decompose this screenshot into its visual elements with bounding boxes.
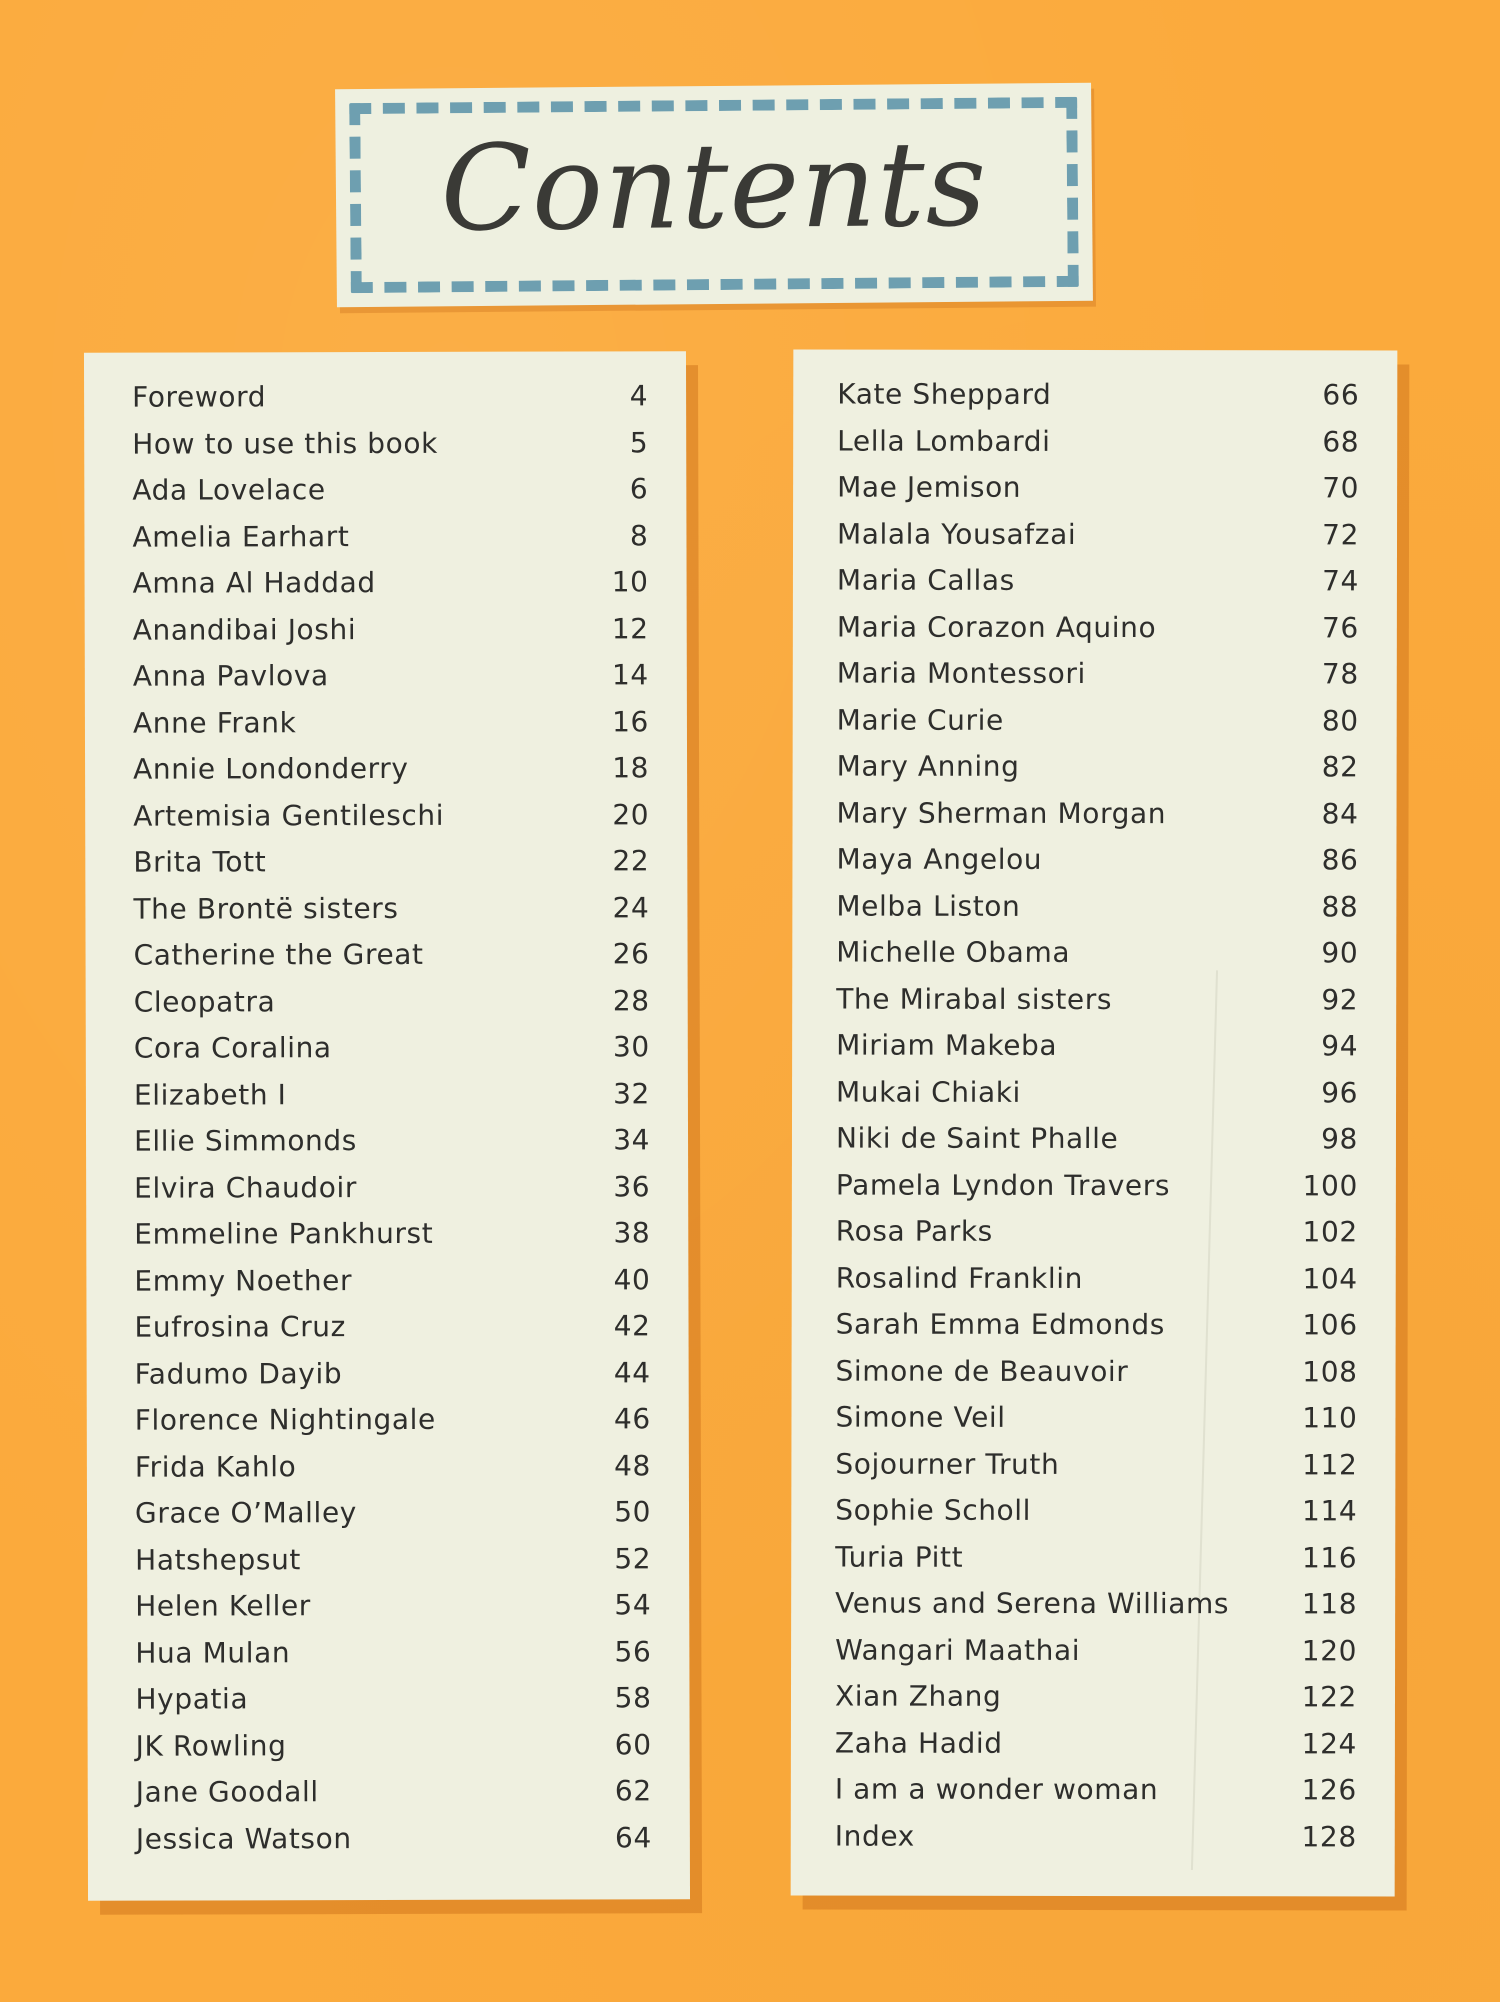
entry-page-number: 78 xyxy=(1321,657,1359,691)
entry-name: Ellie Simmonds xyxy=(133,1124,357,1158)
contents-entry xyxy=(85,652,687,700)
entry-page-number: 8 xyxy=(629,518,649,552)
entry-page-number: 110 xyxy=(1302,1401,1358,1435)
entry-name: Mae Jemison xyxy=(837,470,1022,504)
contents-entry xyxy=(87,1396,689,1444)
contents-entry xyxy=(87,1675,689,1723)
contents-entry xyxy=(791,1766,1395,1814)
entry-page-number: 120 xyxy=(1301,1633,1358,1667)
entry-name: Mukai Chiaki xyxy=(836,1075,1021,1109)
entry-page-number: 30 xyxy=(612,1030,650,1064)
entry-name: How to use this book xyxy=(132,426,438,461)
contents-entry xyxy=(88,1768,690,1816)
entry-page-number: 46 xyxy=(613,1402,651,1436)
entry-name: Zaha Hadid xyxy=(834,1726,1003,1760)
entry-page-number: 62 xyxy=(614,1774,652,1808)
contents-entry xyxy=(791,1580,1395,1628)
contents-entry xyxy=(87,1629,689,1677)
page-title: Contents xyxy=(440,114,988,258)
entry-page-number: 100 xyxy=(1302,1168,1358,1202)
entry-page-number: 32 xyxy=(613,1076,650,1110)
entry-page-number: 94 xyxy=(1321,1029,1359,1063)
contents-entry xyxy=(87,1443,689,1491)
contents-entry xyxy=(87,1536,689,1584)
contents-entry xyxy=(88,1722,690,1770)
contents-entry xyxy=(85,699,687,747)
contents-entry xyxy=(793,743,1397,791)
entry-name: Jessica Watson xyxy=(135,1821,352,1856)
entry-page-number: 72 xyxy=(1322,517,1360,551)
entry-name: Elvira Chaudoir xyxy=(134,1170,357,1205)
entry-page-number: 12 xyxy=(611,611,649,645)
entry-name: Venus and Serena Williams xyxy=(835,1586,1230,1621)
entry-name: JK Rowling xyxy=(135,1728,287,1763)
contents-entry xyxy=(86,978,688,1026)
contents-entry xyxy=(791,1441,1395,1489)
entry-name: Maria Corazon Aquino xyxy=(836,610,1157,644)
entry-page-number: 112 xyxy=(1302,1447,1358,1481)
entry-page-number: 4 xyxy=(629,379,649,413)
entry-page-number: 128 xyxy=(1301,1819,1357,1853)
contents-entry xyxy=(87,1582,689,1630)
entry-page-number: 82 xyxy=(1321,750,1359,784)
entry-name: Maria Montessori xyxy=(836,656,1086,690)
entry-page-number: 10 xyxy=(611,565,649,599)
entry-name: Melba Liston xyxy=(836,889,1021,923)
entry-page-number: 58 xyxy=(614,1681,652,1715)
contents-entry xyxy=(86,1071,688,1119)
entry-name: Hua Mulan xyxy=(135,1635,291,1670)
entry-name: Hypatia xyxy=(135,1682,249,1716)
entry-name: Pamela Lyndon Travers xyxy=(835,1168,1171,1202)
entry-name: The Brontë sisters xyxy=(133,891,399,926)
contents-entry xyxy=(793,371,1397,419)
entry-name: Turia Pitt xyxy=(835,1540,964,1574)
contents-entry xyxy=(792,1162,1396,1210)
entry-page-number: 40 xyxy=(613,1262,651,1296)
entry-page-number: 98 xyxy=(1321,1122,1359,1156)
entry-name: Helen Keller xyxy=(135,1589,311,1623)
entry-name: Brita Tott xyxy=(133,845,267,879)
contents-entry xyxy=(86,1164,688,1212)
contents-entry xyxy=(85,745,687,793)
contents-entry xyxy=(86,1024,688,1072)
contents-entry xyxy=(85,931,687,979)
entry-page-number: 36 xyxy=(613,1169,651,1203)
entry-page-number: 50 xyxy=(614,1495,652,1529)
entry-page-number: 118 xyxy=(1301,1587,1358,1621)
contents-list-right xyxy=(791,371,1398,1860)
entry-page-number: 54 xyxy=(614,1588,652,1622)
entry-page-number: 18 xyxy=(612,751,650,785)
entry-name: Foreword xyxy=(132,380,267,414)
entry-page-number: 80 xyxy=(1321,703,1359,737)
contents-entry xyxy=(792,883,1396,931)
entry-page-number: 102 xyxy=(1302,1215,1358,1249)
entry-name: Maya Angelou xyxy=(836,842,1043,876)
entry-name: Rosalind Franklin xyxy=(835,1261,1084,1295)
contents-list-left xyxy=(84,373,690,1863)
entry-page-number: 44 xyxy=(613,1355,651,1389)
contents-entry xyxy=(792,1022,1396,1070)
contents-column-left xyxy=(84,351,690,1901)
entry-name: Catherine the Great xyxy=(133,937,424,972)
contents-entry xyxy=(793,418,1397,466)
title-banner xyxy=(335,83,1093,308)
entry-page-number: 108 xyxy=(1302,1354,1358,1388)
entry-page-number: 124 xyxy=(1301,1726,1357,1760)
entry-page-number: 116 xyxy=(1301,1540,1358,1574)
entry-page-number: 56 xyxy=(614,1634,652,1668)
entry-page-number: 22 xyxy=(612,844,650,878)
entry-page-number: 26 xyxy=(612,937,650,971)
entry-page-number: 34 xyxy=(613,1123,651,1157)
contents-entry xyxy=(87,1489,689,1537)
entry-name: Malala Yousafzai xyxy=(836,517,1077,551)
contents-entry xyxy=(86,1210,688,1258)
contents-entry xyxy=(792,1348,1396,1396)
contents-entry xyxy=(792,976,1396,1024)
entry-name: Mary Sherman Morgan xyxy=(836,796,1167,830)
entry-page-number: 5 xyxy=(629,425,649,459)
contents-entry xyxy=(793,511,1397,559)
contents-entry xyxy=(791,1720,1395,1768)
entry-page-number: 64 xyxy=(614,1820,652,1854)
contents-entry xyxy=(84,373,686,421)
contents-entry xyxy=(86,1303,688,1351)
entry-page-number: 84 xyxy=(1321,796,1359,830)
entry-name: Frida Kahlo xyxy=(134,1449,297,1484)
contents-entry xyxy=(791,1627,1395,1675)
entry-name: Niki de Saint Phalle xyxy=(835,1121,1119,1156)
entry-name: Lella Lombardi xyxy=(837,424,1051,458)
entry-page-number: 70 xyxy=(1322,471,1360,505)
entry-name: Maria Callas xyxy=(836,563,1015,597)
contents-entry xyxy=(85,792,687,840)
entry-name: Emmeline Pankhurst xyxy=(134,1216,434,1251)
entry-name: Marie Curie xyxy=(836,703,1004,737)
contents-entry xyxy=(85,559,687,607)
entry-name: Michelle Obama xyxy=(836,935,1071,969)
entry-page-number: 88 xyxy=(1321,889,1359,923)
entry-name: Simone de Beauvoir xyxy=(835,1354,1129,1388)
entry-page-number: 6 xyxy=(629,472,649,506)
entry-page-number: 76 xyxy=(1321,610,1359,644)
entry-name: Wangari Maathai xyxy=(835,1633,1081,1667)
contents-entry xyxy=(87,1350,689,1398)
contents-entry xyxy=(793,557,1397,605)
contents-entry xyxy=(792,1208,1396,1256)
contents-entry xyxy=(88,1815,690,1863)
entry-name: Xian Zhang xyxy=(834,1679,1002,1713)
entry-name: Miriam Makeba xyxy=(836,1028,1058,1062)
entry-name: Fadumo Dayib xyxy=(134,1356,343,1391)
entry-page-number: 114 xyxy=(1302,1494,1358,1528)
entry-name: Jane Goodall xyxy=(135,1775,319,1809)
contents-entry xyxy=(792,1115,1396,1163)
contents-entry xyxy=(86,1257,688,1305)
entry-page-number: 74 xyxy=(1322,564,1359,598)
entry-name: I am a wonder woman xyxy=(834,1772,1159,1807)
entry-name: Cora Coralina xyxy=(133,1031,332,1065)
entry-name: Amelia Earhart xyxy=(132,519,350,554)
entry-name: Artemisia Gentileschi xyxy=(133,798,445,833)
entry-name: Anandibai Joshi xyxy=(132,612,357,647)
contents-entry xyxy=(792,1255,1396,1303)
entry-page-number: 42 xyxy=(613,1309,651,1343)
entry-page-number: 86 xyxy=(1321,843,1359,877)
entry-page-number: 122 xyxy=(1301,1680,1358,1714)
entry-name: Emmy Noether xyxy=(134,1263,353,1298)
contents-entry xyxy=(792,1301,1396,1349)
entry-page-number: 20 xyxy=(612,797,650,831)
entry-name: Hatshepsut xyxy=(135,1542,302,1577)
entry-name: Elizabeth I xyxy=(133,1077,287,1112)
entry-name: Amna Al Haddad xyxy=(132,566,376,600)
entry-page-number: 66 xyxy=(1322,378,1360,412)
contents-entry xyxy=(84,466,686,514)
entry-name: The Mirabal sisters xyxy=(836,982,1113,1016)
entry-name: Index xyxy=(834,1819,915,1853)
entry-page-number: 48 xyxy=(614,1448,651,1482)
entry-page-number: 38 xyxy=(613,1216,651,1250)
contents-entry xyxy=(84,420,686,468)
entry-name: Sarah Emma Edmonds xyxy=(835,1307,1166,1342)
contents-entry xyxy=(791,1534,1395,1582)
contents-column-right xyxy=(791,349,1398,1896)
entry-name: Florence Nightingale xyxy=(134,1402,436,1437)
entry-page-number: 68 xyxy=(1322,424,1360,458)
contents-entry xyxy=(85,606,687,654)
entry-name: Kate Sheppard xyxy=(837,377,1052,411)
contents-entry xyxy=(791,1813,1395,1861)
entry-page-number: 28 xyxy=(612,983,650,1017)
contents-entry xyxy=(792,790,1396,838)
entry-name: Rosa Parks xyxy=(835,1214,993,1248)
entry-page-number: 92 xyxy=(1321,982,1359,1016)
contents-entry xyxy=(793,650,1397,698)
entry-page-number: 60 xyxy=(614,1727,652,1761)
entry-page-number: 16 xyxy=(612,704,649,738)
contents-entry xyxy=(791,1673,1395,1721)
contents-entry xyxy=(792,836,1396,884)
entry-name: Eufrosina Cruz xyxy=(134,1310,346,1344)
contents-entry xyxy=(86,1117,688,1165)
entry-page-number: 90 xyxy=(1321,936,1359,970)
contents-entry xyxy=(85,838,687,886)
contents-entry xyxy=(791,1487,1395,1535)
entry-page-number: 126 xyxy=(1301,1773,1357,1807)
entry-name: Ada Lovelace xyxy=(132,473,326,507)
entry-name: Simone Veil xyxy=(835,1400,1006,1434)
entry-name: Annie Londonderry xyxy=(133,751,409,786)
contents-entry xyxy=(792,929,1396,977)
entry-page-number: 24 xyxy=(612,890,650,924)
entry-name: Mary Anning xyxy=(836,749,1020,783)
entry-page-number: 14 xyxy=(611,658,649,692)
contents-entry xyxy=(84,513,686,561)
entry-page-number: 106 xyxy=(1302,1308,1358,1342)
entry-page-number: 52 xyxy=(614,1541,652,1575)
entry-name: Grace O’Malley xyxy=(134,1496,357,1530)
entry-name: Sojourner Truth xyxy=(835,1447,1060,1481)
entry-name: Anne Frank xyxy=(132,705,297,740)
contents-entry xyxy=(793,464,1397,512)
contents-entry xyxy=(793,604,1397,652)
contents-entry xyxy=(792,1069,1396,1117)
contents-entry xyxy=(85,885,687,933)
entry-page-number: 96 xyxy=(1321,1075,1359,1109)
contents-entry xyxy=(791,1394,1395,1442)
entry-page-number: 104 xyxy=(1302,1261,1358,1295)
entry-name: Sophie Scholl xyxy=(835,1493,1032,1527)
contents-entry xyxy=(793,697,1397,745)
entry-name: Anna Pavlova xyxy=(132,659,329,693)
entry-name: Cleopatra xyxy=(133,984,276,1019)
